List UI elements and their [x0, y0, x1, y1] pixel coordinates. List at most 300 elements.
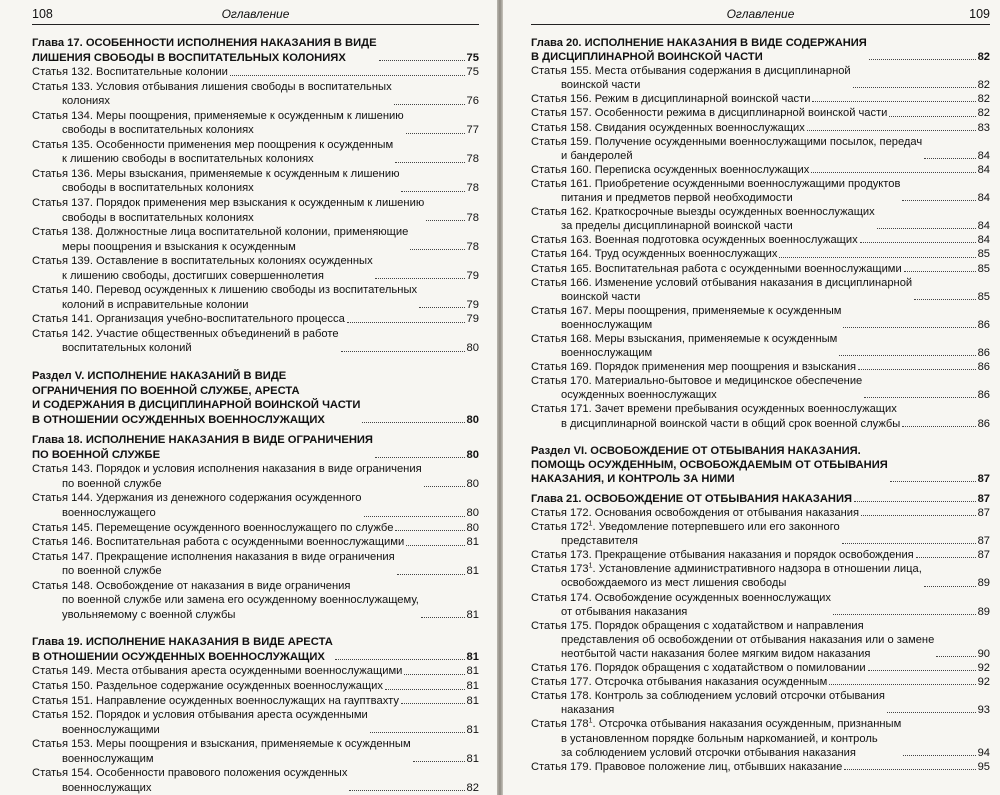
toc-entry-line: воинской части [561, 290, 641, 303]
dot-leader [936, 656, 975, 657]
toc-entry-text [531, 506, 859, 520]
toc-page-number: 78 [466, 182, 479, 195]
toc-entry-text [531, 205, 875, 233]
toc-page-number: 80 [466, 477, 479, 490]
toc-article-entry [531, 276, 990, 304]
toc-article-entry [32, 327, 479, 356]
toc-page-number: 85 [977, 290, 990, 303]
toc-page-number: 82 [977, 79, 990, 92]
toc-entry-line: Статья 132. Воспитательные колонии [32, 66, 228, 79]
toc-article-entry [531, 402, 990, 430]
toc-entry-line: по военной службе [62, 565, 162, 578]
toc-entry-line: Статья 150. Раздельное содержание осужденных военнослужащих [32, 679, 384, 692]
toc-entry-text: Статья $172^1$. Уведомление потерпевшего или его законного представителя [531, 520, 840, 548]
toc-article-entry [531, 163, 990, 177]
dot-leader [401, 703, 465, 704]
toc-entry-text [531, 64, 851, 92]
toc-entry-line: представления об освобождении от отбывания наказания или о замене [561, 633, 935, 646]
toc-article-entry [531, 121, 990, 135]
toc-entry-line: НАКАЗАНИЯ, И КОНТРОЛЬ ЗА НИМИ [531, 472, 735, 485]
toc-article-entry [531, 135, 990, 163]
toc-entry-text [531, 247, 777, 261]
toc-entry-text [32, 491, 362, 520]
dot-leader [887, 712, 976, 713]
toc-entry-text [32, 327, 339, 356]
toc-article-entry [531, 233, 990, 247]
toc-entry-line: Статья 160. Переписка осужденных военнослужащих [531, 163, 810, 176]
toc-entry-text [32, 462, 422, 491]
toc-page-number: 81 [466, 679, 479, 692]
toc-entry-text [32, 80, 392, 109]
toc-entry-line: Статья 163. Военная подготовка осужденных военнослужащих [531, 234, 858, 247]
toc-entry-line: ПО ВОЕННОЙ СЛУЖБЕ [32, 448, 161, 461]
dot-leader [858, 369, 976, 370]
toc-article-entry [531, 106, 990, 120]
toc-entry-line: Статья 172. Основания освобождения от отбывания наказания [531, 507, 860, 519]
right-page-number: 109 [969, 7, 990, 21]
toc-chapter-heading [32, 36, 479, 65]
dot-leader [864, 397, 975, 398]
toc-entry-text [531, 374, 862, 402]
toc-entry-line: Статья 141. Организация учебно-воспитательного процесса [32, 313, 345, 326]
toc-entry-text [32, 579, 419, 623]
toc-article-entry [32, 535, 479, 550]
toc-entry-line: меры поощрения и взыскания к осужденным [62, 240, 296, 253]
toc-article-entry [32, 708, 479, 737]
toc-page-number: 87 [977, 549, 990, 562]
toc-entry-line: в установленном порядке больным наркоманией, и контроль [561, 732, 878, 745]
toc-entry-text [531, 304, 841, 332]
left-page [0, 0, 497, 795]
toc-entry-text [531, 444, 888, 486]
toc-page-number: 86 [977, 361, 990, 374]
toc-entry-text [32, 312, 345, 327]
toc-article-entry [32, 766, 479, 795]
toc-entry-line: В ДИСЦИПЛИНАРНОЙ ВОИНСКОЙ ЧАСТИ [531, 51, 763, 64]
toc-page-number: 79 [466, 269, 479, 282]
toc-entry-line: Статья 164. Труд осужденных военнослужащих [531, 248, 778, 261]
dot-leader [362, 422, 464, 423]
toc-entry-text [531, 402, 900, 430]
toc-entry-line: Статья 153. Меры поощрения и взыскания, применяемые к осужденным [32, 738, 411, 751]
toc-page-number: 77 [466, 124, 479, 137]
dot-leader [349, 790, 464, 791]
toc-entry-text: Статья $173^1$. Установление административного надзора в отношении лица, освобождаемого из мест лишения свободы [531, 562, 922, 590]
toc-article-entry [32, 521, 479, 536]
toc-entry-line: по военной службе [62, 477, 162, 490]
dot-leader [889, 116, 975, 117]
toc-page-number: 78 [466, 240, 479, 253]
toc-entry-line: свободы в воспитательных колониях [62, 211, 254, 224]
toc-entry-text [32, 635, 333, 664]
toc-page-number: 81 [466, 694, 479, 707]
left-toc [32, 36, 479, 795]
dot-leader [419, 307, 464, 308]
dot-leader [421, 617, 465, 618]
toc-entry-text: Статья $178^1$. Отсрочка отбывания наказания осужденным, признанным в установленном порядке больным наркоманией, и контроль за соблюдением условий отсрочки отбывания наказания [531, 717, 902, 759]
toc-article-entry [531, 374, 990, 402]
toc-entry-text [32, 737, 411, 766]
dot-leader [902, 426, 975, 427]
toc-entry-text [32, 283, 417, 312]
toc-page-number: 84 [977, 163, 990, 176]
left-page-header [32, 0, 479, 25]
toc-page-number: 95 [977, 760, 990, 773]
dot-leader [379, 60, 465, 61]
toc-entry-line: Статья 149. Места отбывания ареста осужденными военнослужащими [32, 665, 403, 678]
left-page-number: 108 [32, 7, 53, 21]
toc-entry-text [531, 675, 827, 689]
toc-entry-line: колоний в исправительные колонии [62, 298, 249, 311]
toc-entry-text [531, 591, 831, 619]
toc-entry-text [531, 332, 837, 360]
toc-entry-line: Статья 161. Приобретение осужденными военнослужащими продуктов [531, 177, 901, 190]
toc-page-number: 89 [977, 605, 990, 618]
toc-entry-line: В ОТНОШЕНИИ ОСУЖДЕННЫХ ВОЕННОСЛУЖАЩИХ [32, 413, 325, 426]
dot-leader [916, 557, 976, 558]
toc-article-entry [32, 579, 479, 623]
toc-entry-text [32, 369, 360, 427]
toc-page-number: 82 [977, 51, 990, 64]
toc-page-number: 75 [466, 51, 479, 64]
toc-entry-line: Статья 142. Участие общественных объединений в работе [32, 327, 339, 340]
toc-entry-text [531, 177, 900, 205]
toc-page-number: 84 [977, 234, 990, 247]
toc-entry-text [32, 664, 402, 679]
toc-entry-line: Статья 171. Зачет времени пребывания осужденных военнослужащих [531, 403, 897, 416]
dot-leader [413, 761, 465, 762]
toc-entry-text [32, 167, 399, 196]
dot-leader [230, 75, 465, 76]
toc-entry-line: к лишению свободы, достигших совершеннолетия [62, 269, 324, 282]
toc-entry-line: И СОДЕРЖАНИЯ В ДИСЦИПЛИНАРНОЙ ВОИНСКОЙ ЧАСТИ [32, 399, 361, 412]
dot-leader [844, 769, 975, 770]
dot-leader [347, 322, 465, 323]
toc-article-entry [531, 262, 990, 276]
toc-article-entry [531, 177, 990, 205]
dot-leader [924, 158, 975, 159]
toc-entry-line: Статья 151. Направление осужденных военнослужащих на гауптвахту [32, 694, 400, 707]
toc-article-entry [531, 506, 990, 520]
dot-leader [924, 586, 976, 587]
toc-page-number: 81 [466, 650, 479, 663]
toc-entry-line: Глава 18. ИСПОЛНЕНИЕ НАКАЗАНИЯ В ВИДЕ ОГРАНИЧЕНИЯ [32, 434, 373, 447]
toc-entry-line: Статья 140. Перевод осужденных к лишению свободы из воспитательных [32, 284, 418, 297]
toc-section-heading [32, 369, 479, 427]
toc-page-number: 84 [977, 220, 990, 233]
toc-entry-line: военнослужащим [62, 752, 154, 765]
dot-leader [833, 614, 976, 615]
dot-leader [902, 200, 975, 201]
toc-entry-line: Статья 175. Порядок обращения с ходатайством и направления [531, 619, 864, 632]
toc-entry-line: воинской части [561, 79, 641, 92]
toc-page-number: 81 [466, 608, 479, 621]
toc-entry-line: Глава 17. ОСОБЕННОСТИ ИСПОЛНЕНИЯ НАКАЗАНИЯ В ВИДЕ [32, 37, 377, 49]
toc-entry-line: в дисциплинарной воинской части в общий срок военной службы [561, 417, 901, 430]
toc-entry-text [531, 548, 914, 562]
toc-page-number: 78 [466, 153, 479, 166]
toc-entry-line: по военной службе или замена его осужденному военнослужащему, [62, 594, 419, 607]
toc-chapter-heading [32, 433, 479, 462]
toc-entry-line: Статья 148. Освобождение от наказания в виде ограничения [32, 579, 351, 592]
toc-entry-line: Статья 172 [531, 521, 589, 534]
toc-entry-line: Статья 133. Условия отбывания лишения свободы в воспитательных [32, 80, 392, 93]
toc-entry-text [32, 225, 408, 254]
dot-leader [364, 516, 465, 517]
toc-page-number: 94 [977, 746, 990, 759]
toc-entry-line: Статья 174. Освобождение осужденных военнослужащих [531, 591, 831, 604]
toc-article-entry [32, 80, 479, 109]
toc-page-number: 79 [466, 313, 479, 326]
toc-article-entry [32, 138, 479, 167]
dot-leader [779, 257, 975, 258]
toc-page-number: 82 [977, 107, 990, 120]
dot-leader [811, 172, 975, 173]
toc-page-number: 85 [977, 262, 990, 275]
toc-article-entry [531, 205, 990, 233]
toc-entry-line: Статья 154. Особенности правового положения осужденных [32, 767, 348, 780]
dot-leader [853, 87, 976, 88]
toc-page-number: 81 [466, 536, 479, 549]
toc-entry-line: Статья 173. Прекращение отбывания наказания и порядок освобождения [531, 549, 914, 562]
toc-page-number: 76 [466, 95, 479, 108]
toc-entry-text [531, 262, 902, 276]
toc-entry-line: неотбытой части наказания более мягким видом наказания [561, 647, 871, 660]
toc-article-entry [531, 619, 990, 661]
toc-entry-text [32, 708, 368, 737]
toc-entry-text [32, 109, 404, 138]
toc-page-number: 92 [977, 676, 990, 689]
toc-page-number: 80 [466, 506, 479, 519]
toc-entry-line: Глава 19. ИСПОЛНЕНИЕ НАКАЗАНИЯ В ВИДЕ АРЕСТА [32, 636, 333, 649]
toc-page-number: 86 [977, 417, 990, 430]
toc-section-heading [32, 635, 479, 664]
toc-entry-line: колониях [62, 95, 110, 108]
toc-entry-text [32, 535, 404, 550]
toc-article-entry [531, 591, 990, 619]
toc-page-number: 81 [466, 723, 479, 736]
toc-article-entry [32, 167, 479, 196]
toc-page-number: 86 [977, 318, 990, 331]
toc-page-number: 83 [977, 121, 990, 134]
toc-page-number: 87 [977, 472, 990, 485]
toc-entry-line: Статья 167. Меры поощрения, применяемые к осужденным [531, 304, 842, 317]
toc-page-number: 93 [977, 704, 990, 717]
toc-entry-line: от отбывания наказания [561, 605, 688, 618]
dot-leader [843, 327, 975, 328]
toc-article-entry [32, 65, 479, 80]
toc-page-number: 87 [977, 492, 990, 505]
toc-page-number: 78 [466, 211, 479, 224]
toc-entry-line: Статья 134. Меры поощрения, применяемые к осужденным к лишению [32, 109, 404, 122]
toc-entry-text [531, 492, 852, 506]
toc-entry-line: питания и предметов первой необходимости [561, 192, 793, 205]
toc-article-entry [531, 661, 990, 675]
toc-page-number: 87 [977, 535, 990, 548]
toc-entry-line: Статья 146. Воспитательная работа с осужденными военнослужащими [32, 536, 405, 549]
toc-entry-text [32, 679, 383, 694]
right-toc [531, 36, 990, 774]
toc-entry-text [531, 106, 887, 120]
toc-entry-text [531, 135, 922, 163]
toc-entry-line: Статья 157. Особенности режима в дисциплинарной воинской части [531, 107, 888, 120]
dot-leader [854, 501, 976, 502]
toc-page-number: 86 [977, 347, 990, 360]
toc-article-entry [531, 760, 990, 774]
toc-entry-line: свободы в воспитательных колониях [62, 182, 254, 195]
toc-entry-line: Статья 156. Режим в дисциплинарной воинской части [531, 93, 811, 106]
dot-leader [914, 299, 975, 300]
toc-section-heading [531, 444, 990, 486]
toc-entry-line: Статья 173 [531, 563, 589, 576]
toc-entry-text [32, 65, 228, 80]
toc-entry-line: Раздел VI. ОСВОБОЖДЕНИЕ ОТ ОТБЫВАНИЯ НАКАЗАНИЯ. [531, 444, 861, 457]
toc-entry-line: ПОМОЩЬ ОСУЖДЕННЫМ, ОСВОБОЖДАЕМЫМ ОТ ОТБЫВАНИЯ [531, 458, 888, 471]
toc-article-entry [531, 548, 990, 562]
toc-entry-text [531, 276, 912, 304]
toc-page-number: 89 [977, 577, 990, 590]
toc-entry-line: В ОТНОШЕНИИ ОСУЖДЕННЫХ ВОЕННОСЛУЖАЩИХ [32, 650, 325, 663]
toc-entry-text [531, 36, 867, 64]
dot-leader [395, 162, 464, 163]
dot-leader [375, 278, 465, 279]
toc-entry-line: Отсрочка отбывания наказания осужденным, признанным [598, 718, 902, 731]
toc-article-entry [531, 332, 990, 360]
toc-entry-text [531, 92, 810, 106]
toc-entry-line: Статья 159. Получение осужденными военнослужащими посылок, передач [531, 135, 923, 148]
toc-article-entry [32, 283, 479, 312]
toc-entry-line: представителя [561, 535, 638, 548]
toc-article-entry [32, 312, 479, 327]
toc-article-entry [32, 462, 479, 491]
toc-entry-line: Глава 21. ОСВОБОЖДЕНИЕ ОТ ОТБЫВАНИЯ НАКАЗАНИЯ [531, 492, 852, 505]
toc-entry-line: за соблюдением условий отсрочки отбывания наказания [561, 746, 856, 759]
toc-entry-line: Статья 179. Правовое положение лиц, отбывших наказание [531, 760, 843, 773]
toc-article-entry [32, 664, 479, 679]
toc-entry-line: увольняемому с военной службы [62, 608, 236, 621]
toc-article-entry [32, 491, 479, 520]
toc-entry-line: Статья 136. Меры взыскания, применяемые к осужденным к лишению [32, 167, 400, 180]
dot-leader [861, 515, 976, 516]
right-page [503, 0, 1000, 795]
toc-page-number: 81 [466, 565, 479, 578]
toc-entry-line: военнослужащим [561, 318, 653, 331]
toc-entry-line: наказания [561, 704, 615, 717]
toc-entry-text [32, 766, 347, 795]
dot-leader [426, 220, 464, 221]
dot-leader [370, 732, 465, 733]
toc-article-entry [531, 92, 990, 106]
toc-entry-text [531, 619, 934, 661]
toc-entry-text [531, 233, 858, 247]
toc-page-number: 85 [977, 248, 990, 261]
toc-article-entry [32, 737, 479, 766]
toc-article-entry [32, 550, 479, 579]
toc-page-number: 84 [977, 192, 990, 205]
right-page-title: Оглавление [726, 7, 795, 21]
toc-entry-line: Статья 138. Должностные лица воспитательной колонии, применяющие [32, 226, 409, 239]
superscript-index: 1 [588, 520, 593, 528]
toc-entry-text [32, 433, 373, 462]
toc-entry-line: Раздел V. ИСПОЛНЕНИЕ НАКАЗАНИЙ В ВИДЕ [32, 370, 287, 383]
toc-entry-text [32, 550, 395, 579]
toc-entry-line: Уведомление потерпевшего или его законного [598, 521, 840, 534]
superscript-index: 1 [588, 562, 593, 570]
toc-article-entry [32, 254, 479, 283]
toc-entry-line: к лишению свободы в воспитательных колониях [62, 153, 314, 166]
dot-leader [395, 530, 464, 531]
toc-article-entry [531, 562, 990, 590]
toc-entry-line: Статья 170. Материально-бытовое и медицинское обеспечение [531, 375, 863, 388]
dot-leader [404, 674, 464, 675]
dot-leader [877, 228, 976, 229]
toc-article-entry [531, 64, 990, 92]
dot-leader [890, 481, 976, 482]
toc-chapter-heading [531, 492, 990, 506]
toc-page-number: 90 [977, 647, 990, 660]
toc-page-number: 79 [466, 298, 479, 311]
toc-chapter-heading [531, 36, 990, 64]
toc-page-number: 87 [977, 507, 990, 519]
toc-entry-line: военнослужащего [62, 506, 156, 519]
toc-article-entry [32, 196, 479, 225]
toc-entry-line: Статья 176. Порядок обращения с ходатайством о помиловании [531, 662, 866, 675]
toc-entry-text [531, 760, 842, 774]
toc-page-number: 86 [977, 389, 990, 402]
toc-article-entry [531, 304, 990, 332]
toc-article-entry [531, 360, 990, 374]
toc-article-entry [32, 679, 479, 694]
dot-leader [829, 684, 975, 685]
toc-entry-line: освобождаемого из мест лишения свободы [561, 577, 787, 590]
dot-leader [904, 271, 976, 272]
toc-entry-line: Статья 139. Оставление в воспитательных колониях осужденных [32, 255, 373, 268]
toc-entry-line: и бандеролей [561, 149, 633, 162]
dot-leader [335, 659, 465, 660]
toc-page-number: 84 [977, 149, 990, 162]
dot-leader [410, 249, 464, 250]
toc-entry-line: Глава 20. ИСПОЛНЕНИЕ НАКАЗАНИЯ В ВИДЕ СОДЕРЖАНИЯ [531, 37, 867, 49]
dot-leader [401, 191, 464, 192]
toc-entry-line: свободы в воспитательных колониях [62, 124, 254, 137]
toc-entry-text [32, 196, 424, 225]
toc-page-number: 75 [466, 66, 479, 79]
toc-entry-text [531, 163, 809, 177]
toc-entry-line: Статья 145. Перемещение осужденного военнослужащего по службе [32, 521, 394, 534]
toc-entry-text [32, 254, 373, 283]
toc-page-number: 80 [466, 448, 479, 461]
toc-page-number: 80 [466, 413, 479, 426]
right-page-header [531, 0, 990, 25]
toc-article-entry [32, 225, 479, 254]
toc-entry-line: Статья 165. Воспитательная работа с осужденными военнослужащими [531, 262, 902, 275]
dot-leader [842, 543, 976, 544]
dot-leader [903, 755, 975, 756]
dot-leader [868, 670, 976, 671]
toc-page-number: 92 [977, 662, 990, 675]
toc-entry-line: Статья 177. Отсрочка отбывания наказания осужденным [531, 676, 828, 689]
toc-article-entry [32, 694, 479, 709]
toc-entry-line: воспитательных колоний [62, 342, 192, 355]
toc-entry-line: за пределы дисциплинарной воинской части [561, 220, 793, 233]
toc-article-entry [531, 520, 990, 548]
toc-entry-line: военнослужащим [561, 347, 653, 360]
dot-leader [341, 351, 465, 352]
toc-entry-line: Статья 152. Порядок и условия отбывания ареста осужденными [32, 709, 368, 722]
left-page-title: Оглавление [221, 7, 290, 21]
dot-leader [406, 545, 464, 546]
toc-page-number: 81 [466, 665, 479, 678]
